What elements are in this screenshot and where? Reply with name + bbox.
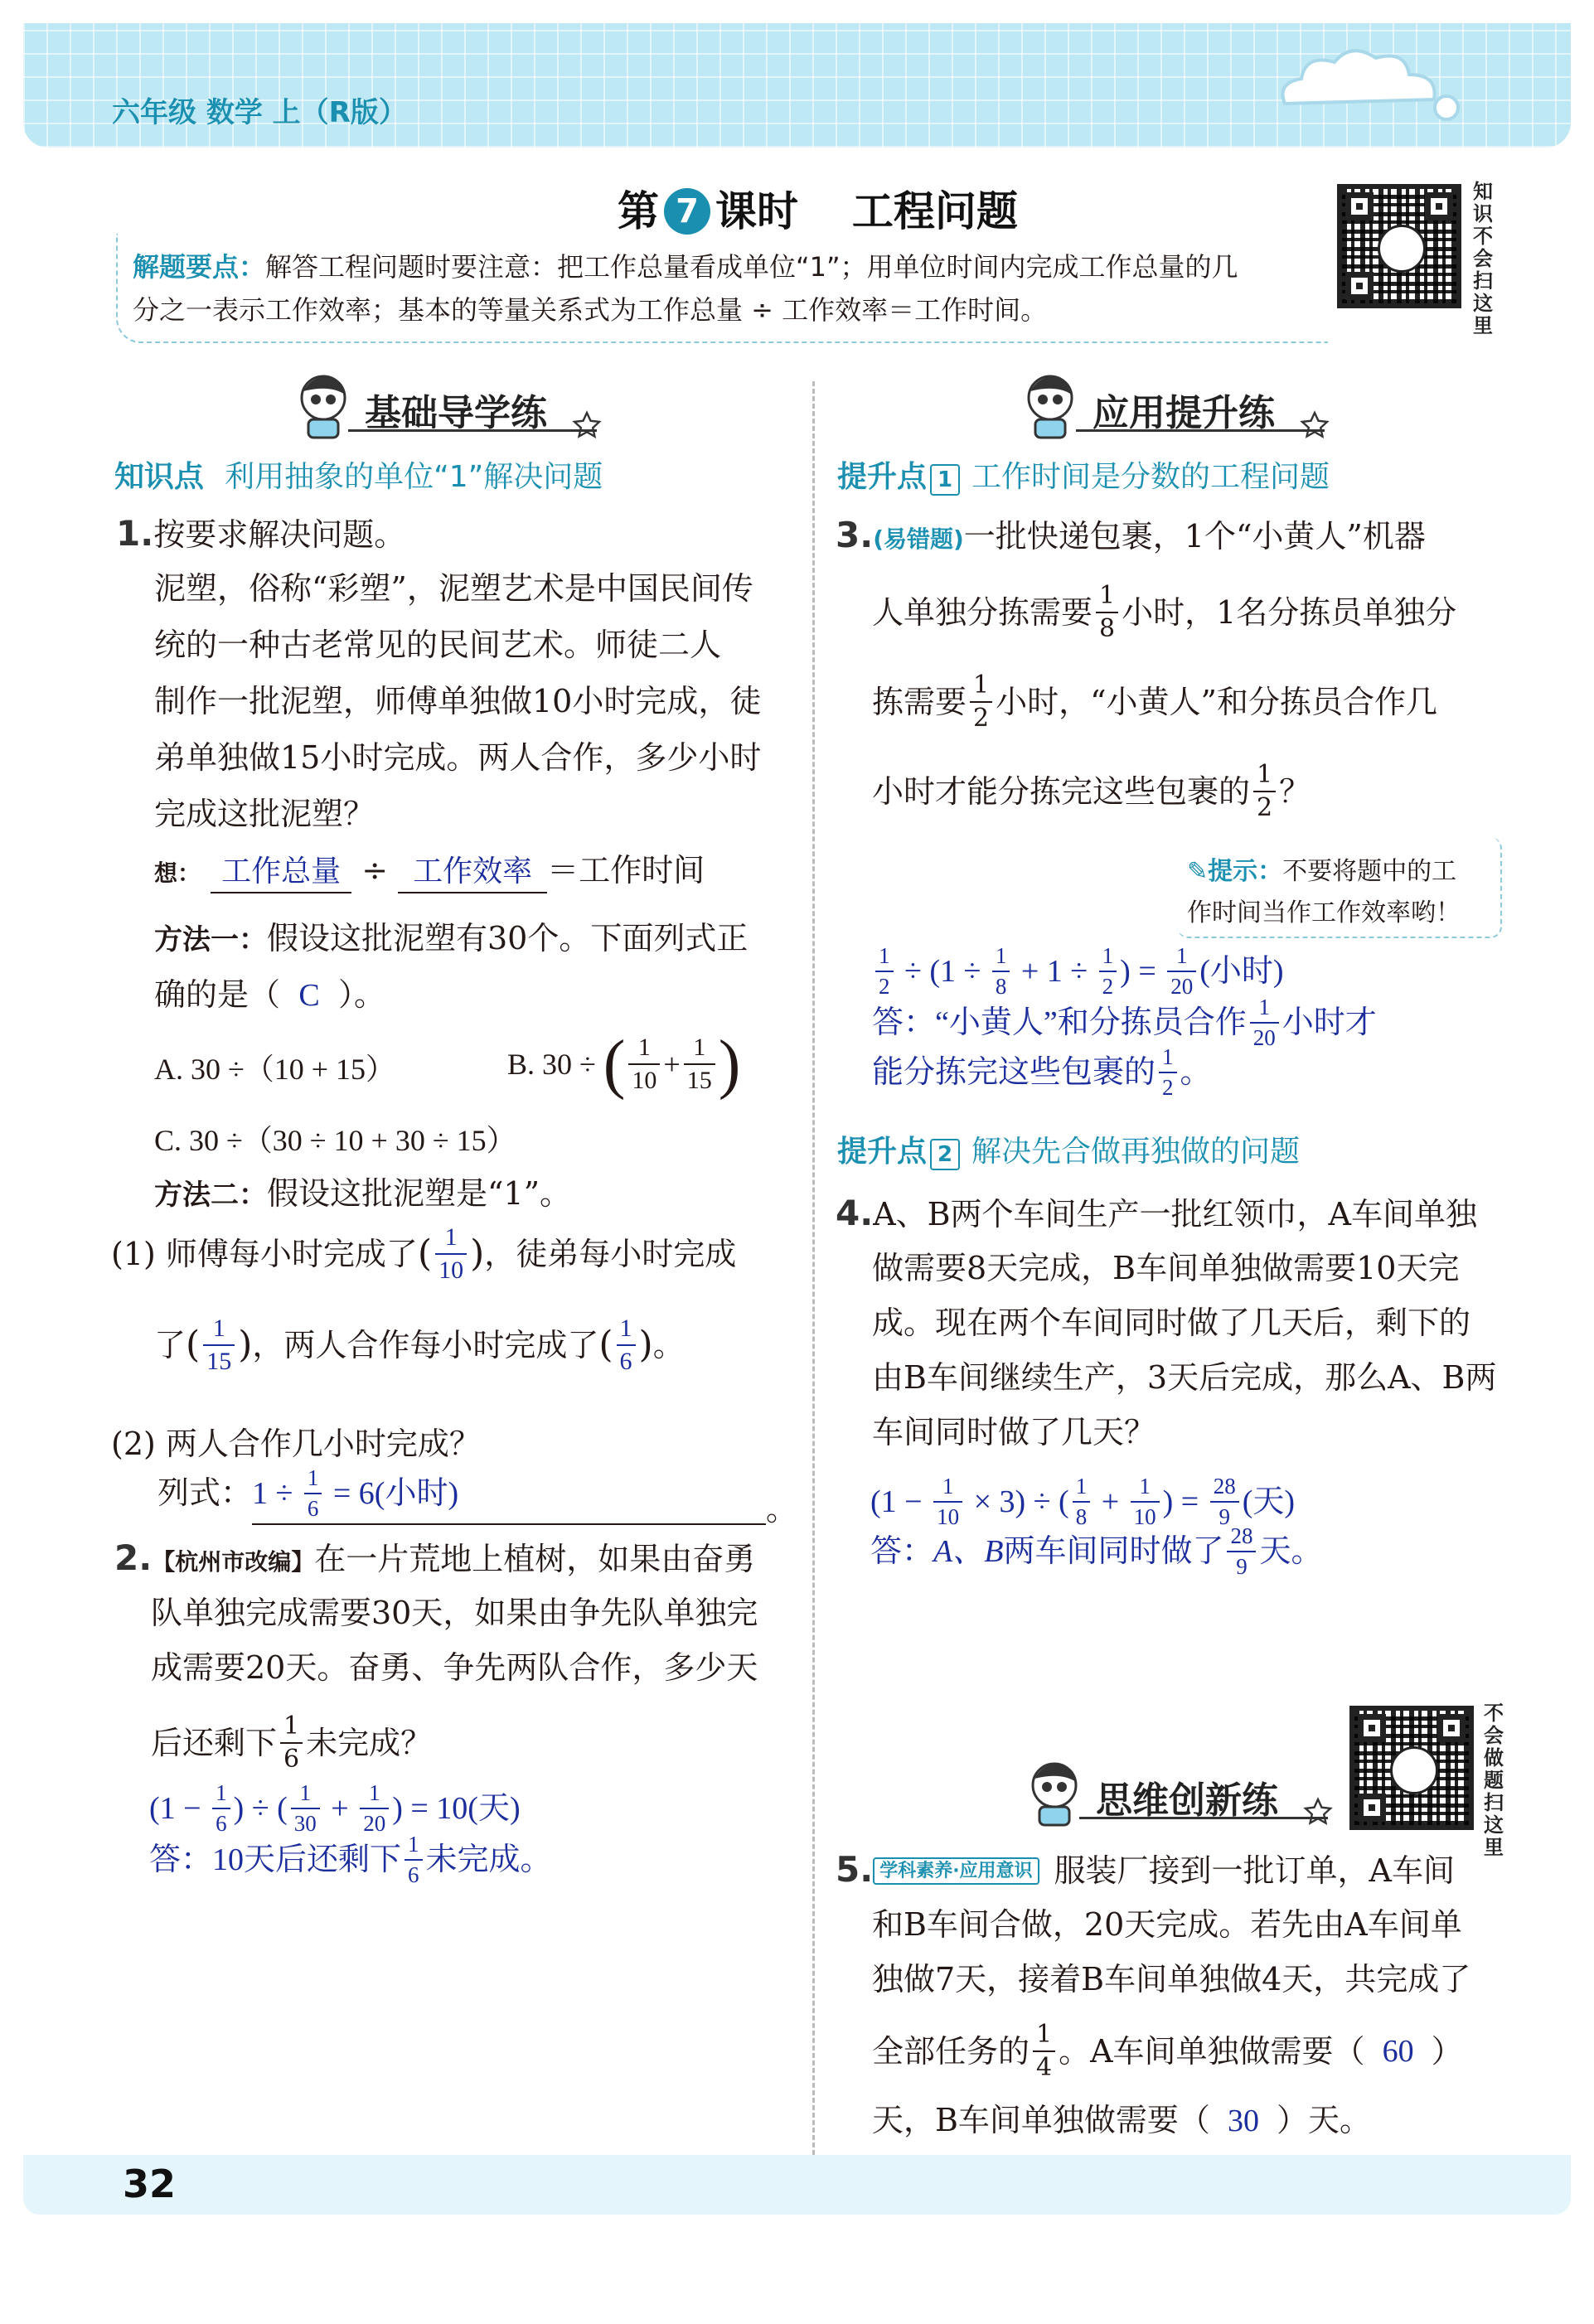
q4-line-1: 做需要8天完成，B车间单独做需要10天完 (872, 1250, 1460, 1286)
kp1-badge: 1 (930, 464, 960, 496)
q1-method2-line: 方法二：假设这批泥塑是“1”。 (154, 1175, 572, 1212)
grade-label: 六年级 数学 上（R版） (112, 96, 407, 129)
q3-line-4: 小时才能分拣完这些包裹的 $\frac{1}{2}$ ？ (872, 760, 1311, 822)
q2-answer-text[interactable]: 答：10天后还剩下 $\frac{1}{6}$ 未完成。 (149, 1832, 552, 1887)
q4-line-4: 车间同时做了几天？ (872, 1414, 1156, 1450)
q5-line-2: 和B车间合做，20天完成。若先由A车间单 (872, 1906, 1462, 1943)
qr2-side-label: 不会做题扫这里 (1484, 1702, 1504, 1859)
q1-think-line: 想： 工作总量 ÷ 工作效率 ＝工作时间 (154, 850, 705, 893)
q1-method1-line: 方法一：假设这批泥塑有30个。下面列式正 (154, 920, 749, 956)
improvement-point-2: 提升点 2 解决先合做再独做的问题 (837, 1135, 1301, 1169)
mascot-icon (297, 373, 350, 439)
section-title-applied: 应用提升练 (1093, 392, 1275, 434)
q5-tag: 学科素养·应用意识 (873, 1857, 1039, 1885)
q5-line-3: 独做7天，接着B车间单独做4天，共完成了 (872, 1961, 1471, 1997)
q3-line-2: 人单独分拣需要 $\frac{1}{8}$ 小时，1名分拣员单独分 (872, 581, 1457, 643)
q1-part1b-line: 了( $\frac{1}{15}$ )，两人合作每小时完成了( $\frac{1}{6}$ )。 (154, 1315, 685, 1375)
q1-part1-answer-1[interactable]: $\frac{1}{10}$ (435, 1225, 467, 1283)
star-icon (1303, 1797, 1333, 1827)
improvement-point-1: 提升点 1 工作时间是分数的工程问题 (837, 460, 1330, 494)
hint-icon: ✎ (1187, 857, 1209, 886)
tips-line-1: 解题要点：解答工程问题时要注意：把工作总量看成单位“1”；用单位时间内完成工作总量的几 (133, 251, 1238, 283)
q2-line-3: 后还剩下 $\frac{1}{6}$ 未完成？ (151, 1712, 433, 1774)
q1-part1-answer-2[interactable]: $\frac{1}{15}$ (203, 1316, 235, 1374)
section-underline (348, 429, 597, 432)
section-underline (1079, 1817, 1328, 1819)
qr-code-icon[interactable] (1349, 1706, 1474, 1830)
mascot-icon (1024, 373, 1077, 439)
q4-line-2: 成。现在两个车间同时做了几天后，剩下的 (872, 1305, 1471, 1341)
cloud-icon (1268, 37, 1467, 128)
q1-part1-line: (1) 师傅每小时完成了( $\frac{1}{10}$ )，徒弟每小时完成 (111, 1223, 737, 1284)
lesson-number-badge: 7 (664, 188, 710, 235)
section-title-creative: 思维创新练 (1096, 1779, 1278, 1822)
q1-option-a: A. 30 ÷（10 + 15） (154, 1053, 396, 1086)
q2-line-0: 2.【杭州市改编】在一片荒地上植树，如果由奋勇 (114, 1537, 756, 1578)
q1-line-5: 完成这批泥塑？ (154, 796, 375, 832)
q1-line-0: 1.按要求解决问题。 (116, 513, 406, 554)
qr-side-label: 知识不会扫这里 (1473, 180, 1493, 337)
hint-line-1: ✎提示：不要将题中的工 (1187, 857, 1457, 886)
tips-line-2: 分之一表示工作效率；基本的等量关系式为工作总量 ÷ 工作效率＝工作时间。 (133, 294, 1048, 326)
q1-part2-formula: 列式：1 ÷ $\frac{1}{6}$ = 6(小时) 。 (157, 1465, 798, 1528)
q1-part1-answer-3[interactable]: $\frac{1}{6}$ (617, 1316, 636, 1374)
q1-option-c: C. 30 ÷（30 ÷ 10 + 30 ÷ 15） (154, 1124, 516, 1157)
footer-band (23, 2155, 1571, 2215)
q3-answer-formula[interactable]: $\frac{1}{2}$ ÷ (1 ÷ $\frac{1}{8}$ + 1 ÷ $\frac{1}{2}$ ) = $\frac{1}{20}$ (小时) (872, 945, 1284, 998)
q1-method1-line2: 确的是（ C ）。 (154, 975, 385, 1015)
q3-answer-text-2[interactable]: 能分拣完这些包裹的 $\frac{1}{2}$ 。 (872, 1044, 1212, 1100)
q4-line-0: 4.A、B两个车间生产一批红领巾，A车间单独 (836, 1193, 1477, 1233)
star-icon (1300, 410, 1330, 440)
q5-line-4: 全部任务的 $\frac{1}{4}$ 。A车间单独做需要（ 60 ） (872, 2020, 1463, 2082)
qr-code-icon[interactable] (1337, 184, 1461, 308)
q2-answer-formula[interactable]: (1 − $\frac{1}{6}$ ) ÷ ( $\frac{1}{30}$ + $\frac{1}{20}$ ) = 10(天) (149, 1780, 521, 1836)
kp2-badge: 2 (930, 1139, 960, 1170)
hint-line-2: 作时间当作工作效率哟！ (1187, 898, 1461, 927)
column-divider (812, 381, 815, 2155)
q1-line-4: 弟单独做15小时完成。两人合作，多少小时 (154, 739, 762, 776)
page-number: 32 (123, 2162, 177, 2206)
q4-answer-formula[interactable]: (1 − $\frac{1}{10}$ × 3) ÷ ( $\frac{1}{8}$ + $\frac{1}{10}$ ) = $\frac{28}{9}$ (天) (870, 1474, 1296, 1529)
q1-part2-line: (2) 两人合作几小时完成？ (111, 1426, 481, 1462)
q3-line-3: 拣需要 $\frac{1}{2}$ 小时，“小黄人”和分拣员合作几 (872, 671, 1437, 733)
q5-answer-a[interactable]: 60 (1382, 2034, 1414, 2069)
q1-line-3: 制作一批泥塑，师傅单独做10小时完成，徒 (154, 683, 762, 719)
q5-line-1: 5. 学科素养·应用意识 服装厂接到一批订单，A车间 (836, 1849, 1455, 1890)
section-title-basic: 基础导学练 (365, 392, 547, 434)
section-underline (1076, 429, 1325, 432)
knowledge-point: 知识点 利用抽象的单位“1”解决问题 (114, 460, 603, 494)
q2-line-1: 队单独完成需要30天，如果由争先队单独完 (151, 1595, 758, 1631)
q3-answer-text-1[interactable]: 答：“小黄人”和分拣员合作 $\frac{1}{20}$ 小时才 (872, 995, 1377, 1050)
q1-blank-2[interactable]: 工作效率 (398, 852, 547, 893)
q4-line-3: 由B车间继续生产，3天后完成，那么A、B两 (872, 1359, 1497, 1396)
q5-answer-b[interactable]: 30 (1227, 2104, 1259, 2138)
q5-line-5: 天，B车间单独做需要（ 30 ）天。 (872, 2100, 1371, 2141)
q3-line-1: 3.(易错题)一批快递包裹，1个“小黄人”机器 (836, 515, 1426, 555)
mascot-icon (1028, 1760, 1081, 1827)
q2-line-2: 成需要20天。奋勇、争先两队合作，多少天 (151, 1649, 758, 1686)
lesson-title: 第 7 课时 工程问题 (618, 187, 1018, 235)
q1-option-b: B. 30 ÷ ( $\frac{1}{10}$ + $\frac{1}{15}$ ) (507, 1028, 741, 1101)
q1-part2-answer[interactable]: 1 ÷ $\frac{1}{6}$ = 6(小时) (252, 1467, 766, 1525)
q1-blank-1[interactable]: 工作总量 (211, 852, 351, 893)
q1-method1-answer[interactable]: C (298, 978, 320, 1013)
star-icon (572, 410, 602, 440)
q4-answer-text[interactable]: 答：A、B两车间同时做了 $\frac{28}{9}$ 天。 (870, 1523, 1323, 1579)
q1-line-1: 泥塑，俗称“彩塑”，泥塑艺术是中国民间传 (154, 570, 753, 607)
q1-line-2: 统的一种古老常见的民间艺术。师徒二人 (154, 627, 722, 663)
